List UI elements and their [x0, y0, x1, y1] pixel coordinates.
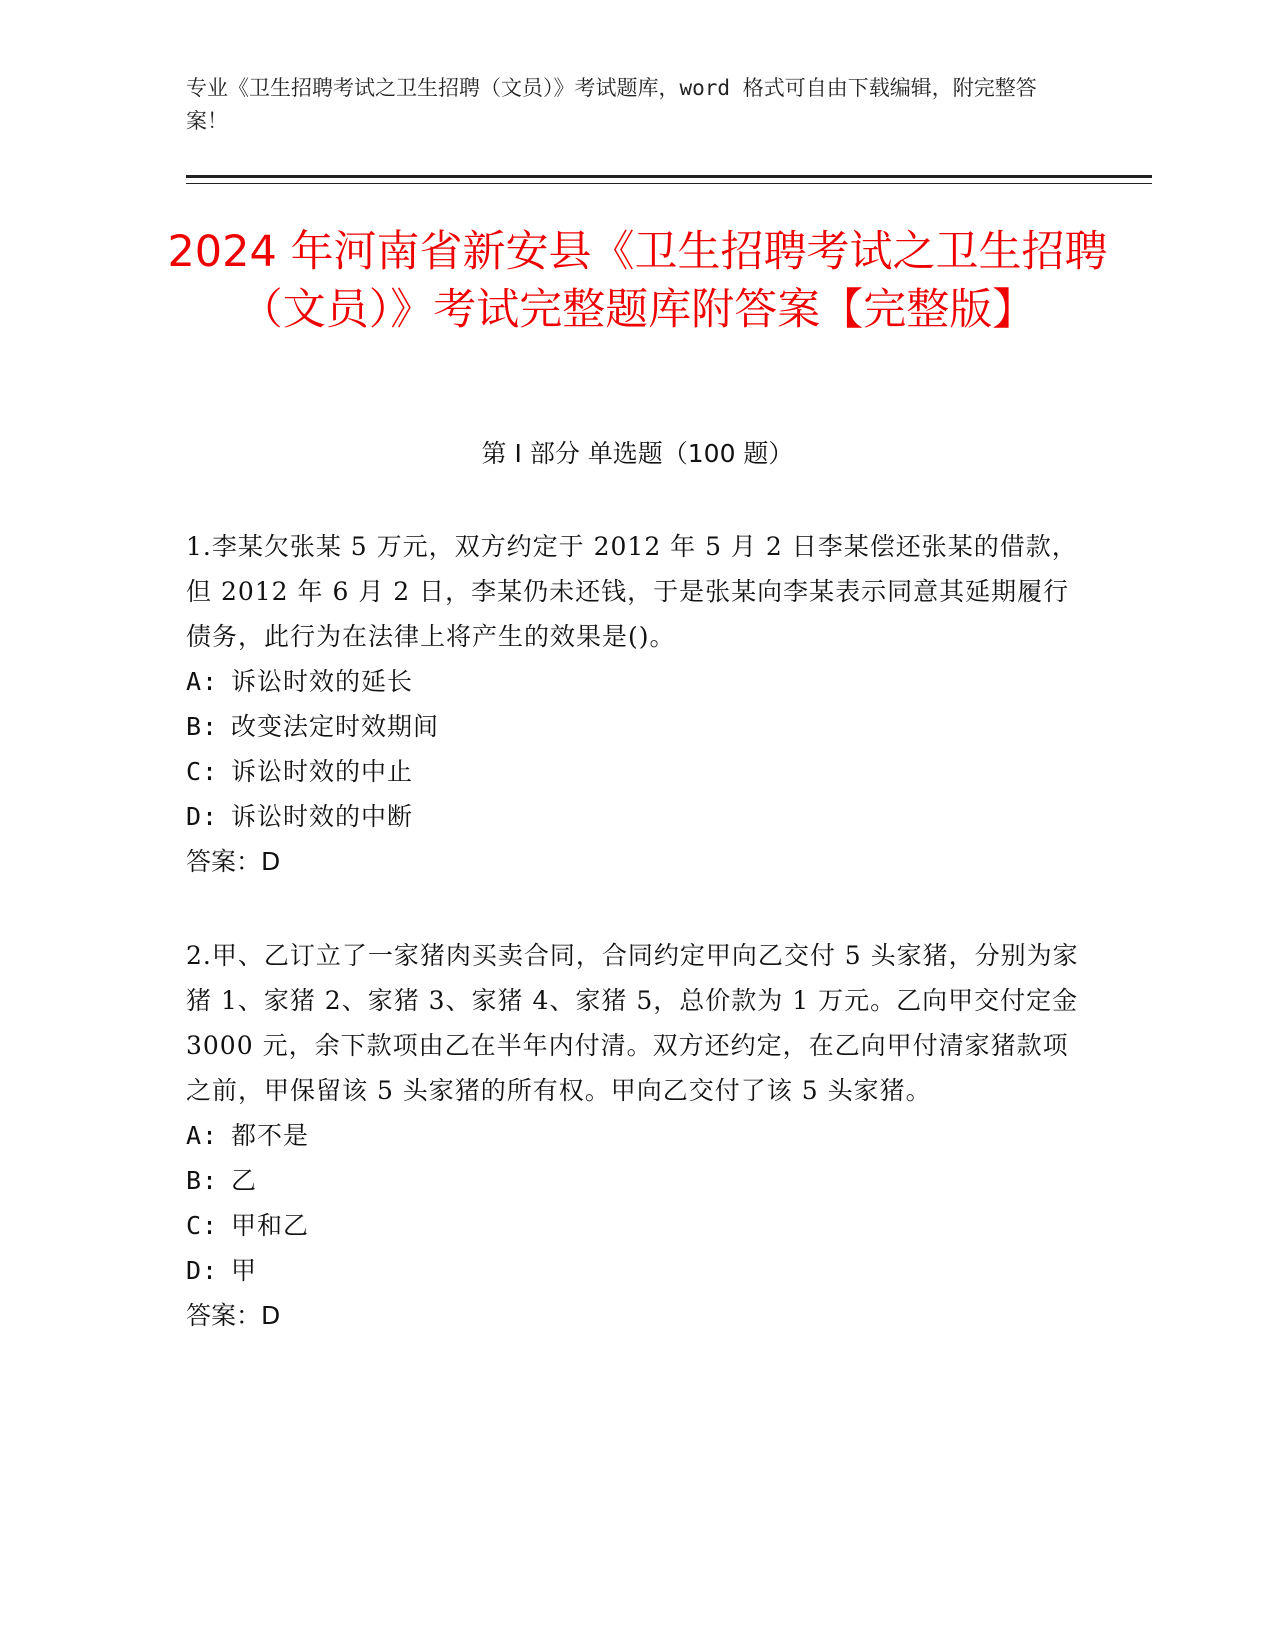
option-text: 诉讼时效的延长: [231, 667, 414, 696]
option-letter: D:: [186, 1256, 219, 1285]
section-heading: 第 I 部分 单选题（100 题）: [481, 439, 794, 468]
option-letter: B:: [186, 712, 219, 741]
option-d: [186, 1248, 1086, 1293]
question-1: [186, 524, 1086, 884]
option-a: [186, 1113, 1086, 1158]
option-letter: A:: [186, 1121, 219, 1150]
option-text: 乙: [231, 1166, 258, 1195]
option-letter: C:: [186, 757, 219, 786]
option-c: [186, 1203, 1086, 1248]
option-letter: C:: [186, 1211, 219, 1240]
option-text: 诉讼时效的中止: [231, 757, 414, 786]
option-text: 甲: [231, 1256, 258, 1285]
option-text: 诉讼时效的中断: [231, 802, 414, 831]
question-2: [186, 933, 1086, 1338]
question-stem: 1.李某欠张某 5 万元，双方约定于 2012 年 5 月 2 日李某偿还张某的借款，但 2012 年 6 月 2 日，李某仍未还钱，于是张某向李某表示同意其延期履行债务，此行为在法律上将产生的效果是()。: [186, 532, 1078, 651]
option-d: [186, 794, 1086, 839]
option-c: [186, 749, 1086, 794]
option-a: [186, 659, 1086, 704]
answer-line: 答案：D: [186, 847, 281, 876]
document-title: 2024 年河南省新安县《卫生招聘考试之卫生招聘（文员）》考试完整题库附答案【完整版】: [167, 227, 1108, 335]
option-b: [186, 704, 1086, 749]
option-b: [186, 1158, 1086, 1203]
option-letter: A:: [186, 667, 219, 696]
option-text: 都不是: [231, 1121, 310, 1150]
question-stem: 2.甲、乙订立了一家猪肉买卖合同，合同约定甲向乙交付 5 头家猪，分别为家猪 1、家猪 2、家猪 3、家猪 4、家猪 5，总价款为 1 万元。乙向甲交付定金 3000 元，余下款项由乙在半年内付清。双方还约定，在乙向甲付清家猪款项之前，甲保留该 5 头家猪的所有权。甲向乙交付了该 5 头家猪。: [186, 941, 1079, 1105]
header-rule-thick: [186, 175, 1152, 178]
answer-line: 答案：D: [186, 1301, 281, 1330]
header-note: 专业《卫生招聘考试之卫生招聘（文员）》考试题库，word 格式可自由下载编辑，附完整答案！: [186, 76, 1037, 133]
header-rule-thin: [186, 183, 1152, 184]
option-text: 改变法定时效期间: [231, 712, 440, 741]
option-letter: D:: [186, 802, 219, 831]
option-letter: B:: [186, 1166, 219, 1195]
option-text: 甲和乙: [231, 1211, 310, 1240]
